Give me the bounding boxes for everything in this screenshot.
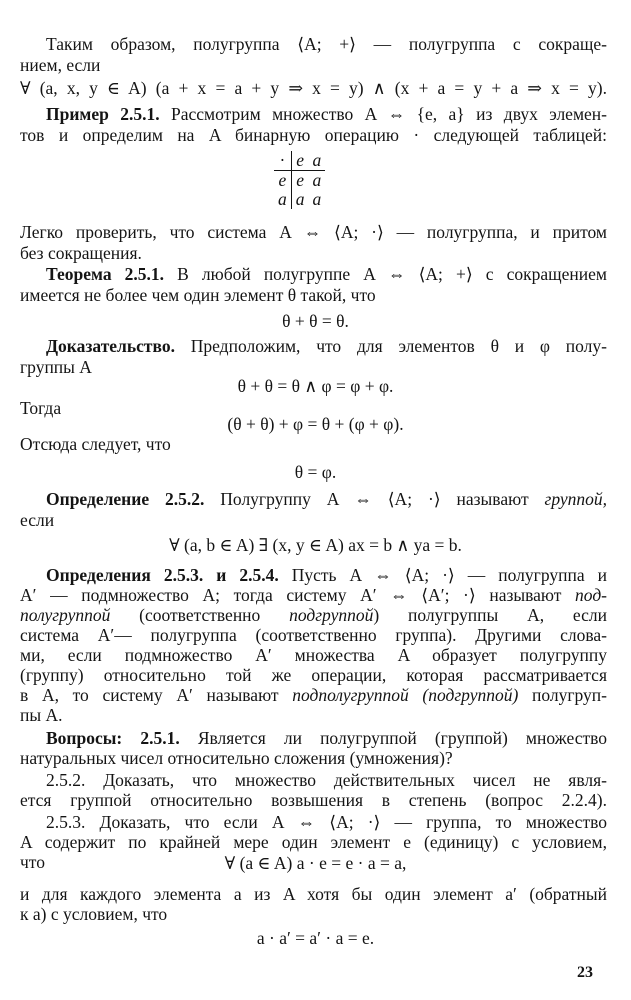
text-line: группы A (20, 357, 92, 377)
formula: (θ + θ) + φ = θ + (φ + φ). (227, 414, 404, 434)
formula: θ = φ. (294, 462, 337, 482)
text-run: ) полугруппы A, если (373, 605, 607, 625)
definition-label: Определение 2.5.2. (46, 489, 205, 509)
example-label: Пример 2.5.1. (46, 104, 160, 124)
definition-heading (46, 489, 607, 510)
text-line (20, 605, 607, 626)
definition-heading (46, 565, 607, 586)
text-run: Является ли полугруппой (группой) множество (179, 728, 608, 748)
text-run: Полугруппу A ⇔ ⟨A; ·⟩ называют (204, 489, 545, 509)
text-run: полугруп- (518, 685, 607, 705)
text-line: натуральных чисел относительно сложения (умножения)? (20, 748, 453, 768)
text-run: (соответственно (110, 605, 290, 625)
page-number: 23 (577, 964, 593, 981)
text-line: если (20, 510, 55, 530)
text-line: что (20, 852, 45, 872)
text-line: к a) с условием, что (20, 904, 168, 924)
text-line: нием, если (20, 55, 101, 75)
text-line: Легко проверить, что система A ⇔ ⟨A; ·⟩ — полугруппа, и притом (20, 222, 607, 242)
theorem-heading (46, 264, 607, 285)
text-run: В любой полугруппе A ⇔ ⟨A; +⟩ с сокращением (164, 264, 607, 284)
text-line: ется группой относительно возвышения в степень (вопрос 2.2.4). (20, 790, 607, 810)
formula: a · a′ = a′ · a = e. (256, 928, 375, 948)
text-run: в A, то систему A′ называют (20, 685, 293, 705)
formula: θ + θ = θ. (282, 311, 349, 331)
text-line: тов и определим на A бинарную операцию · следующей таблицей: (20, 125, 607, 145)
text-line: имеется не более чем один элемент θ такой, что (20, 285, 376, 305)
example-heading (46, 104, 607, 125)
formula: ∀ (a ∈ A) a · e = e · a = a, (224, 853, 407, 873)
table-cell: a (312, 189, 322, 209)
formula: θ + θ = θ ∧ φ = φ + φ. (237, 376, 394, 396)
term: под- (575, 585, 607, 605)
text-line (20, 685, 607, 706)
text-run: A′ — подмножество A; тогда систему A′ ⇔ ⟨A′; ·⟩ называют (20, 585, 576, 605)
table-cell: e (296, 170, 305, 190)
questions-heading (46, 728, 607, 749)
table-cell: a (295, 189, 305, 209)
text-line: и для каждого элемента a из A хотя бы один элемент a′ (обратный (20, 884, 607, 904)
table-header-cell: a (309, 151, 326, 171)
formula: ∀ (a, b ∈ A) ∃ (x, y ∈ A) ax = b ∧ ya = b. (169, 535, 462, 555)
term: полугруппой (20, 605, 111, 625)
text-run: Пусть A ⇔ ⟨A; ·⟩ — полугруппа и (278, 565, 607, 585)
question-item: 2.5.2. Доказать, что множество действительных чисел не явля- (46, 770, 607, 790)
text-line: (группу) относительно той же операции, которая рассматривается (20, 665, 607, 685)
term: группой, (544, 489, 607, 509)
text-line: Таким образом, полугруппа ⟨A; +⟩ — полугруппа с сокраще- (46, 34, 607, 54)
table-row-label: e (274, 171, 291, 191)
table-row-label: a (274, 190, 291, 209)
table-header-cell: e (291, 151, 308, 171)
text-line: Тогда (20, 398, 62, 418)
proof-label: Доказательство. (46, 336, 175, 356)
term: подгруппой (289, 605, 374, 625)
text-line: A содержит по крайней мере один элемент e (единицу) с условием, (20, 832, 607, 852)
table-corner: · (274, 151, 291, 171)
proof-heading (46, 336, 607, 357)
questions-label: Вопросы: 2.5.1. (46, 728, 180, 748)
term: подполугруппой (подгруппой) (292, 685, 519, 705)
table-cell: a (312, 170, 322, 190)
operation-table (274, 151, 325, 209)
formula-cancellation: ∀ (a, x, y ∈ A) (a + x = a + y ⇒ x = y) ∧ (x + a = y + a ⇒ x = y). (20, 78, 607, 98)
text-line (20, 585, 607, 606)
text-line: пы A. (20, 705, 63, 725)
text-line: система A′— полугруппа (соответственно группа). Другими слова- (20, 625, 607, 645)
definition-label: Определения 2.5.3. и 2.5.4. (46, 565, 279, 585)
question-item: 2.5.3. Доказать, что если A ⇔ ⟨A; ·⟩ — группа, то множество (46, 812, 607, 832)
text-run: Предположим, что для элементов θ и φ полу- (174, 336, 607, 356)
theorem-label: Теорема 2.5.1. (46, 264, 165, 284)
text-line: без сокращения. (20, 243, 142, 263)
text-line: Отсюда следует, что (20, 434, 171, 454)
text-run: Рассмотрим множество A ⇔ {e, a} из двух элемен- (159, 104, 607, 124)
text-line: ми, если подмножество A′ множества A образует полугруппу (20, 645, 607, 665)
